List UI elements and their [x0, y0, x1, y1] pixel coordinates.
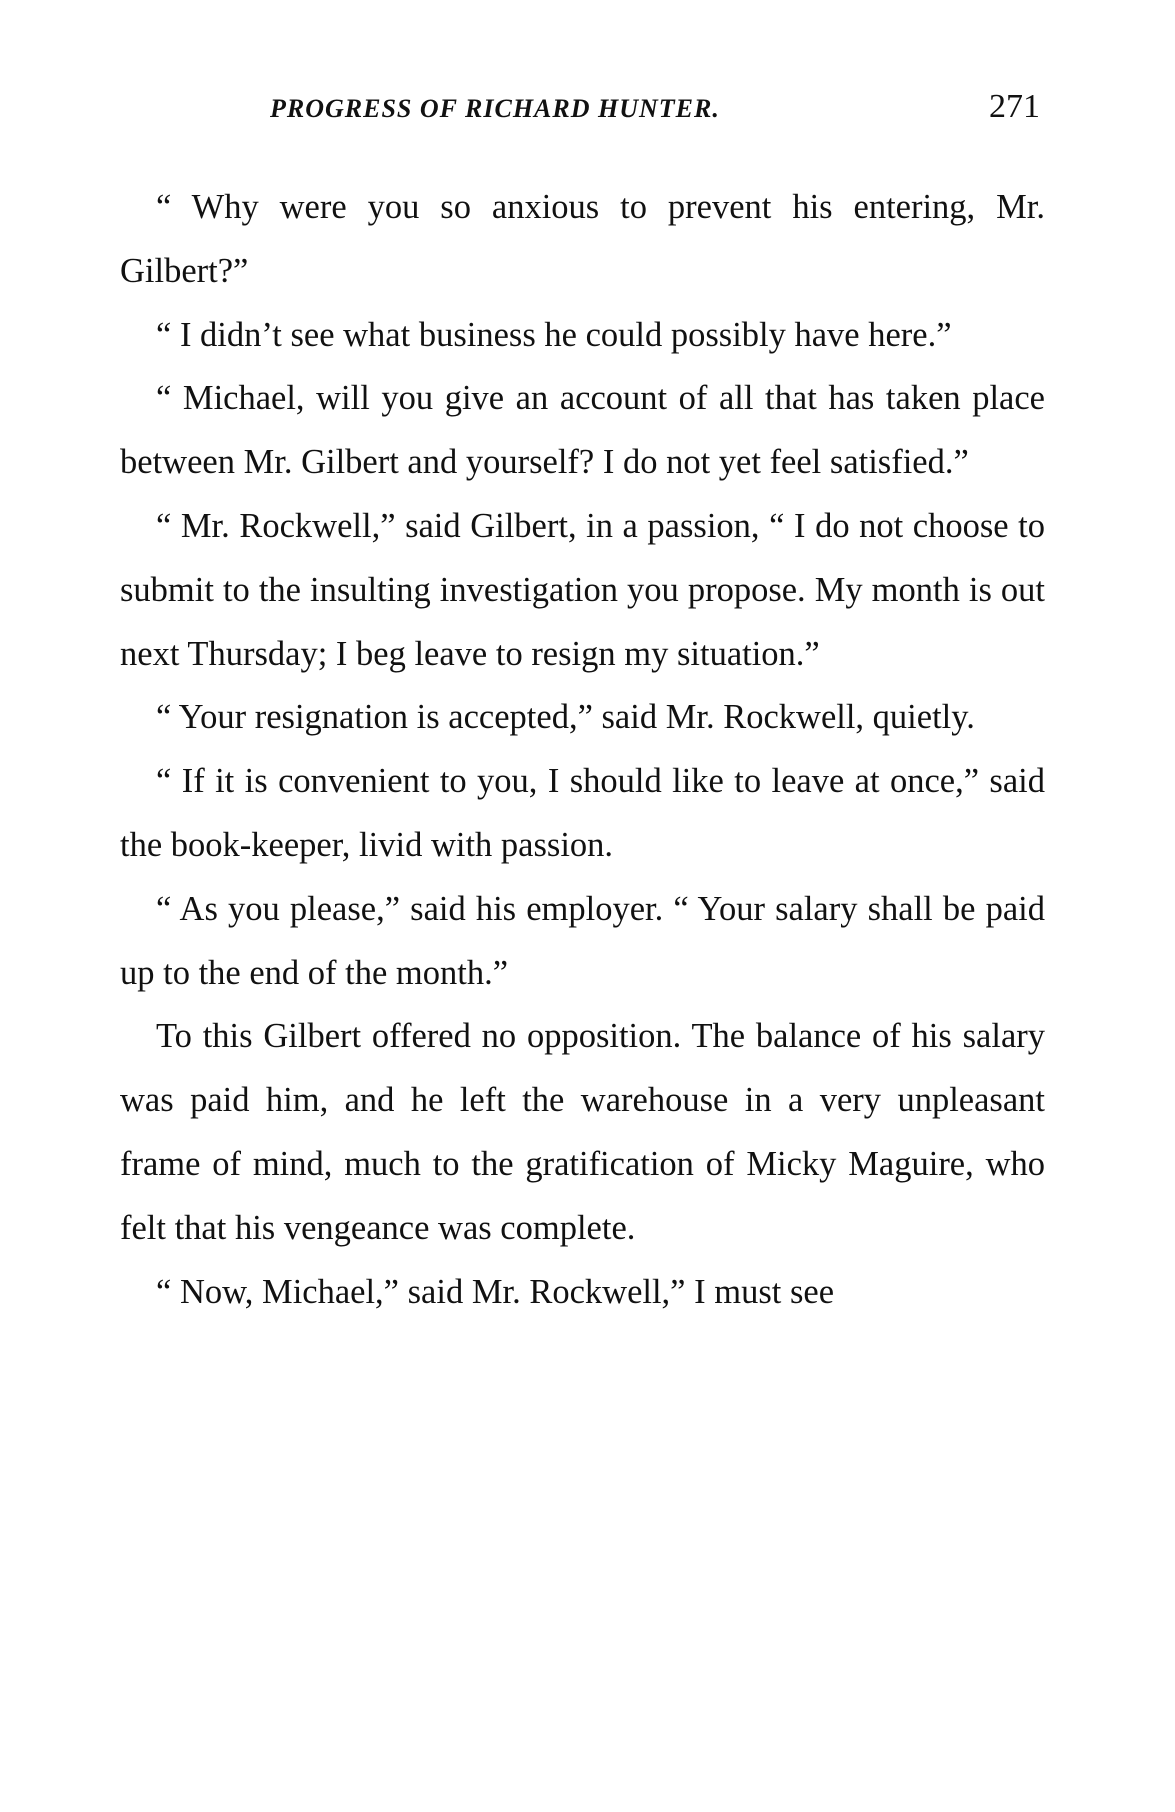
- paragraph: “ Why were you so anxious to prevent his entering, Mr. Gilbert?”: [120, 188, 1045, 290]
- paragraph: “ Your resignation is accepted,” said Mr. Rockwell, quietly.: [156, 698, 975, 737]
- paragraph: “ Now, Michael,” said Mr. Rockwell,” I must see: [156, 1272, 835, 1311]
- paragraph: “ I didn’t see what business he could possibly have here.”: [156, 315, 952, 354]
- paragraph: To this Gilbert offered no opposition. The balance of his salary was paid him, and he left the warehouse in a very unpleasant frame of mind, much to the gratification of Micky Maguire, who felt that his vengeance was complete.: [120, 1017, 1045, 1247]
- running-head: [270, 88, 1040, 128]
- running-title: PROGRESS OF RICHARD HUNTER.: [270, 94, 720, 123]
- paragraph: “ Michael, will you give an account of all that has taken place between Mr. Gilbert and yourself? I do not yet feel satisfied.”: [120, 379, 1045, 482]
- paragraph: “ Mr. Rockwell,” said Gilbert, in a passion, “ I do not choose to submit to the insulting investigation you propose. My month is out next Thursday; I beg leave to resign my situation.”: [120, 506, 1045, 673]
- paragraph: “ As you please,” said his employer. “ Your salary shall be paid up to the end of the month.”: [120, 889, 1045, 992]
- page-number: 271: [989, 88, 1040, 125]
- paragraph: “ If it is convenient to you, I should like to leave at once,” said the book-keeper, livid with passion.: [120, 762, 1045, 864]
- body-text: [120, 176, 1045, 1324]
